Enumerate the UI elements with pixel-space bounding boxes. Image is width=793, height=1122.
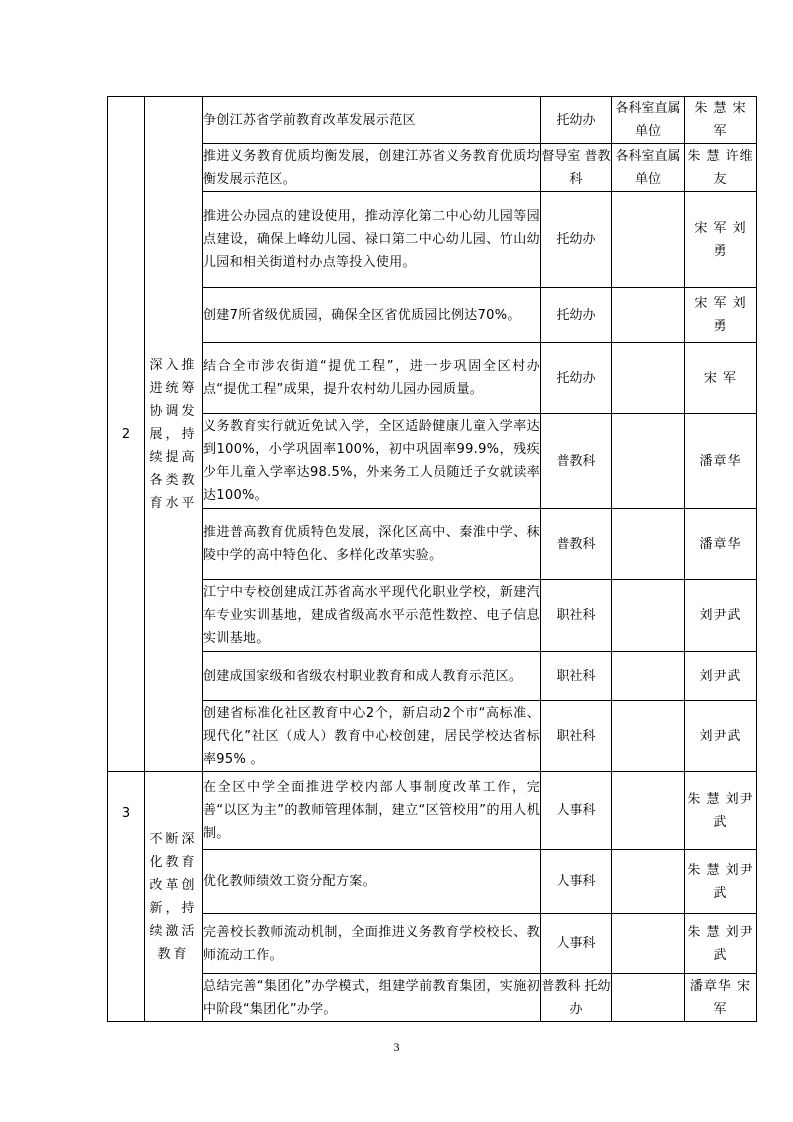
task-cell: 推进公办园点的建设使用，推动淳化第二中心幼儿园等园点建设，确保上峰幼儿园、禄口第二中心幼儿园、竹山幼儿园和相关街道村办点等投入使用。 xyxy=(203,192,541,288)
task-cell: 创建成国家级和省级农村职业教育和成人教育示范区。 xyxy=(203,652,541,701)
table-row xyxy=(108,414,757,509)
person-cell: 刘尹武 xyxy=(685,652,757,701)
task-cell: 争创江苏省学前教育改革发展示范区 xyxy=(203,97,541,144)
dept-cell: 托幼办 xyxy=(541,343,612,414)
person-cell: 刘尹武 xyxy=(685,580,757,652)
person-cell: 朱 慧 宋 军 xyxy=(685,97,757,144)
person-cell: 潘章华 xyxy=(685,509,757,580)
person-cell: 宋 军 刘 勇 xyxy=(685,192,757,288)
coop-cell xyxy=(612,343,685,414)
table-row xyxy=(108,288,757,343)
task-cell: 推进义务教育优质均衡发展，创建江苏省义务教育优质均衡发展示范区。 xyxy=(203,144,541,192)
item-number: 2 xyxy=(108,97,145,772)
person-cell: 宋 军 刘 勇 xyxy=(685,288,757,343)
task-cell: 创建省标准化社区教育中心2个，新启动2个市“高标准、现代化”社区（成人）教育中心校创建，居民学校达省标率95% 。 xyxy=(203,701,541,772)
person-cell: 刘尹武 xyxy=(685,701,757,772)
table-row xyxy=(108,97,757,144)
coop-cell xyxy=(612,772,685,850)
dept-cell: 督导室 普教科 xyxy=(541,144,612,192)
category-cell: 不断深化教育改革创新，持续激活教育 xyxy=(145,772,203,1022)
task-cell: 推进普高教育优质特色发展，深化区高中、秦淮中学、秣陵中学的高中特色化、多样化改革实验。 xyxy=(203,509,541,580)
coop-cell xyxy=(612,701,685,772)
task-cell: 创建7所省级优质园，确保全区省优质园比例达70%。 xyxy=(203,288,541,343)
person-cell: 潘章华 宋 军 xyxy=(685,974,757,1022)
table-row xyxy=(108,850,757,914)
task-cell: 完善校长教师流动机制，全面推进义务教育学校校长、教师流动工作。 xyxy=(203,914,541,974)
item-number: 3 xyxy=(108,772,145,1022)
coop-cell xyxy=(612,192,685,288)
coop-cell xyxy=(612,850,685,914)
task-cell: 总结完善“集团化”办学模式，组建学前教育集团，实施初中阶段“集团化”办学。 xyxy=(203,974,541,1022)
coop-cell xyxy=(612,414,685,509)
table-row xyxy=(108,914,757,974)
table-row xyxy=(108,192,757,288)
person-cell: 朱 慧 刘尹武 xyxy=(685,850,757,914)
category-cell: 深入推进统筹协调发展，持续提高各类教育水平 xyxy=(145,97,203,772)
task-cell: 优化教师绩效工资分配方案。 xyxy=(203,850,541,914)
table-row xyxy=(108,772,757,850)
table-row xyxy=(108,580,757,652)
dept-cell: 职社科 xyxy=(541,701,612,772)
coop-cell xyxy=(612,288,685,343)
dept-cell: 普教科 xyxy=(541,509,612,580)
task-cell: 江宁中专校创建成江苏省高水平现代化职业学校，新建汽车专业实训基地，建成省级高水平示范性数控、电子信息实训基地。 xyxy=(203,580,541,652)
coop-cell: 各科室直属单位 xyxy=(612,97,685,144)
dept-cell: 职社科 xyxy=(541,580,612,652)
dept-cell: 职社科 xyxy=(541,652,612,701)
task-table xyxy=(107,96,757,1022)
task-cell: 在全区中学全面推进学校内部人事制度改革工作，完善“以区为主”的教师管理体制，建立“区管校用”的用人机制。 xyxy=(203,772,541,850)
coop-cell xyxy=(612,652,685,701)
dept-cell: 人事科 xyxy=(541,914,612,974)
dept-cell: 人事科 xyxy=(541,772,612,850)
dept-cell: 人事科 xyxy=(541,850,612,914)
person-cell: 潘章华 xyxy=(685,414,757,509)
person-cell: 朱 慧 刘尹武 xyxy=(685,772,757,850)
dept-cell: 托幼办 xyxy=(541,288,612,343)
coop-cell xyxy=(612,509,685,580)
task-cell: 结合全市涉农街道“提优工程”，进一步巩固全区村办点“提优工程”成果，提升农村幼儿园办园质量。 xyxy=(203,343,541,414)
person-cell: 宋 军 xyxy=(685,343,757,414)
person-cell: 朱 慧 刘尹武 xyxy=(685,914,757,974)
table-row xyxy=(108,652,757,701)
table-row xyxy=(108,343,757,414)
dept-cell: 普教科 托幼办 xyxy=(541,974,612,1022)
table-row xyxy=(108,701,757,772)
dept-cell: 普教科 xyxy=(541,414,612,509)
dept-cell: 托幼办 xyxy=(541,192,612,288)
table-row xyxy=(108,509,757,580)
page-number: 3 xyxy=(393,1040,400,1054)
coop-cell xyxy=(612,914,685,974)
coop-cell: 各科室直属单位 xyxy=(612,144,685,192)
dept-cell: 托幼办 xyxy=(541,97,612,144)
coop-cell xyxy=(612,580,685,652)
task-cell: 义务教育实行就近免试入学，全区适龄健康儿童入学率达到100%，小学巩固率100%，初中巩固率99.9%，残疾少年儿童入学率达98.5%，外来务工人员随迁子女就读率达100%。 xyxy=(203,414,541,509)
coop-cell xyxy=(612,974,685,1022)
person-cell: 朱 慧 许维友 xyxy=(685,144,757,192)
table-row xyxy=(108,974,757,1022)
table-row xyxy=(108,144,757,192)
